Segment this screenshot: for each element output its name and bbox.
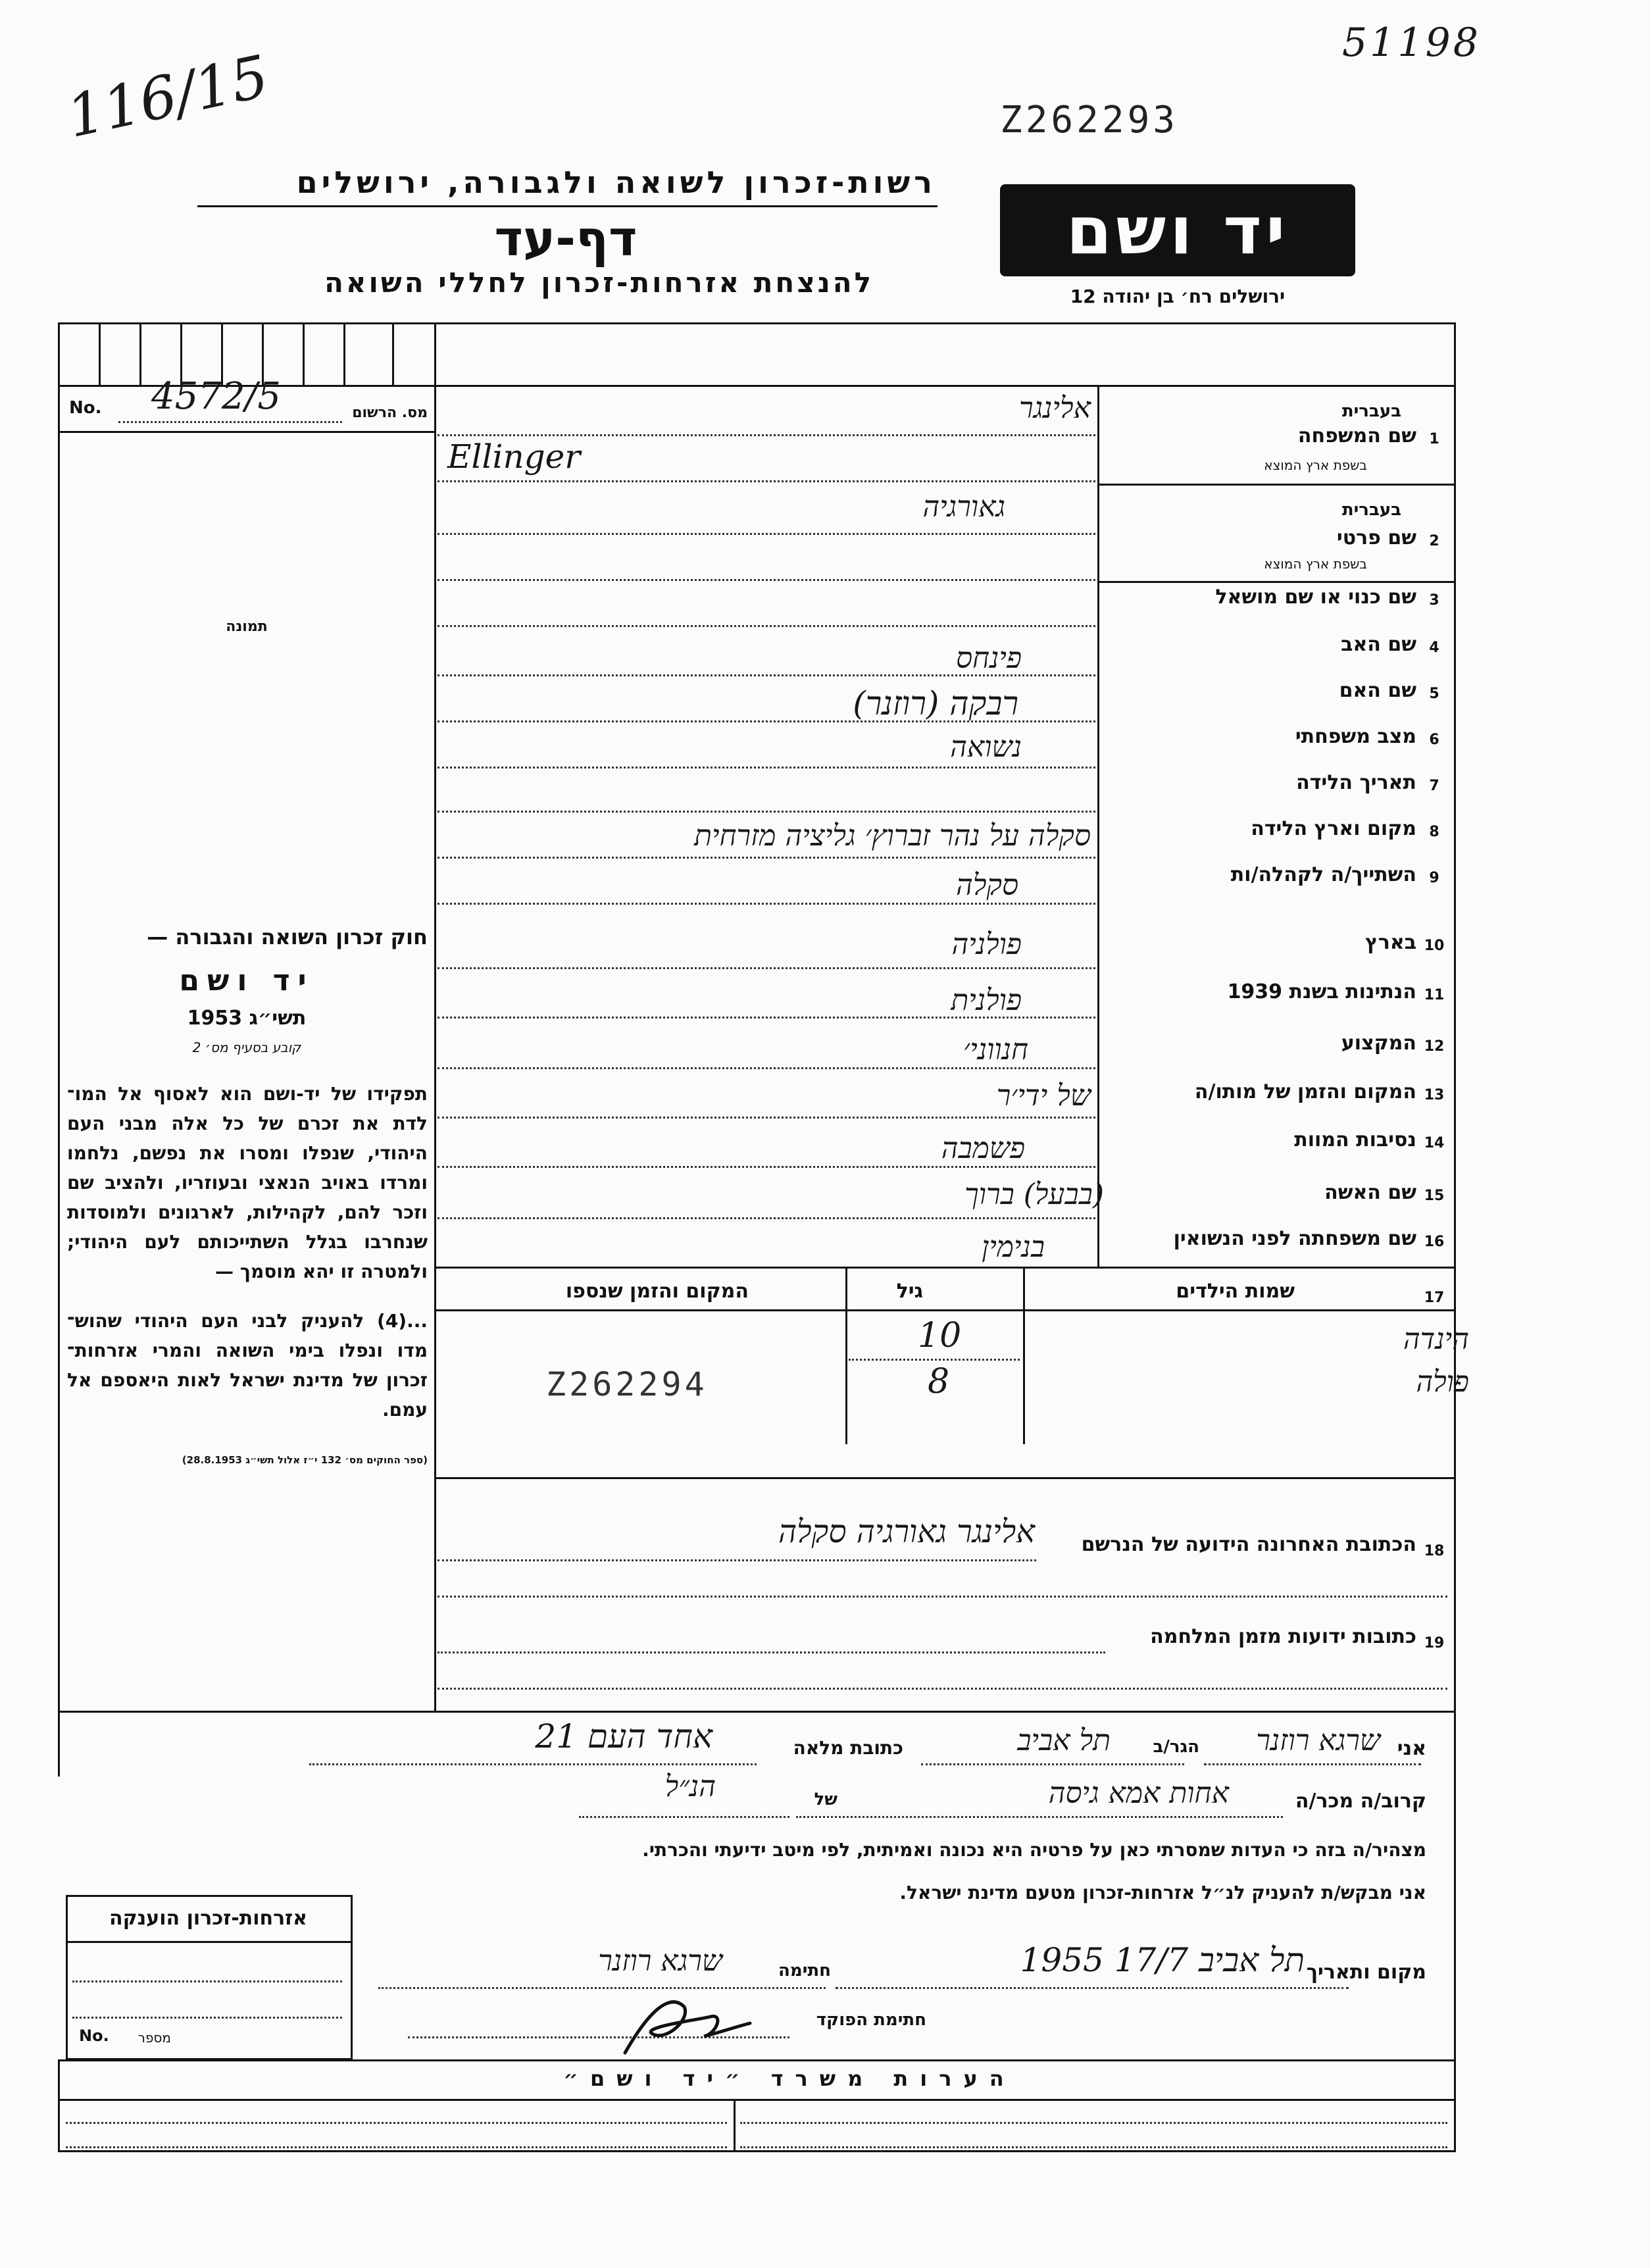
field-label-wife-name: שם האשה xyxy=(1324,1181,1416,1204)
form-subtitle: להנצחת אזרחות-זכרון לחללי השואה xyxy=(324,266,874,299)
field-number-3: 3 xyxy=(1429,592,1439,609)
frame-left xyxy=(58,322,60,1777)
institution-line: רשות-זכרון לשואה ולגבורה, ירושלים xyxy=(296,164,936,200)
field-line xyxy=(438,1067,1095,1069)
decl-resident-label: הגר/ב xyxy=(1153,1737,1199,1757)
frame-right xyxy=(1454,322,1456,2152)
law-title: חוק זכרון השואה והגבורה — xyxy=(147,924,428,949)
field-label-marital: מצב משפחתי xyxy=(1295,725,1416,748)
office-notes-divider xyxy=(734,2099,736,2152)
place-date-value: תל אביב 17/7 1955 xyxy=(1020,1941,1305,1979)
field-value-first-name: גאורגיה xyxy=(922,490,1005,524)
field-label-mother: שם האם xyxy=(1339,679,1416,702)
code-box-divider xyxy=(139,322,141,385)
field-value-mother: רבקה (רוזנר) xyxy=(853,684,1018,722)
handwritten-note: 116/15 xyxy=(61,41,274,151)
decl-address-label: כתובת מלאה xyxy=(793,1737,903,1759)
field-number-2: 2 xyxy=(1429,533,1439,549)
field-number-5: 5 xyxy=(1429,686,1439,702)
law-section: קובע בסעיף מס׳ 2 xyxy=(192,1040,301,1055)
field-line xyxy=(438,1651,1105,1653)
institution-underline xyxy=(197,205,938,207)
field-number-12: 12 xyxy=(1424,1038,1445,1055)
signature-value: שרגא רוזנר xyxy=(598,1944,722,1978)
field-label-surname: שם המשפחה xyxy=(1297,424,1416,447)
label-column-divider xyxy=(1097,385,1099,1267)
citizenship-number-label: מספר xyxy=(138,2030,171,2046)
field-line xyxy=(438,1117,1095,1119)
field-number-18: 18 xyxy=(1424,1543,1445,1559)
field-number-14: 14 xyxy=(1424,1135,1445,1151)
stamp-number: Z262293 xyxy=(1000,99,1179,141)
office-notes-left xyxy=(58,2059,60,2152)
field-rule xyxy=(1097,484,1456,486)
office-notes-header-rule xyxy=(58,2099,1456,2101)
registration-line xyxy=(118,421,342,423)
place-date-label: מקום ותאריך xyxy=(1306,1961,1426,1984)
citizenship-box-title: אזרחות-זכרון הוענקה xyxy=(109,1907,308,1930)
field-sub-hebrew-1: בעברית xyxy=(1341,401,1401,421)
field-line xyxy=(438,579,1095,581)
field-number-8: 8 xyxy=(1429,824,1439,840)
top-strip-divider xyxy=(434,322,436,1711)
field-line xyxy=(438,674,1095,676)
officer-signature-label: חתימת הפוקד xyxy=(816,2010,926,2030)
decl-line xyxy=(921,1763,1184,1765)
field-label-community: השתייך/ה לקהלה/ות xyxy=(1230,863,1416,886)
field-number-9: 9 xyxy=(1429,870,1439,886)
children-col-divider-1 xyxy=(845,1267,847,1444)
registration-no-prefix: No. xyxy=(69,398,102,418)
children-bottom xyxy=(434,1477,1456,1479)
field-line xyxy=(438,480,1095,482)
children-col-age: גיל xyxy=(896,1280,923,1303)
children-header-rule xyxy=(434,1309,1456,1311)
address-war-label: כתובות ידועות מזמן המלחמה xyxy=(1150,1625,1416,1648)
field-sub-hebrew-2: בעברית xyxy=(1341,500,1401,520)
field-label-death-place-time: המקום והזמן של מותו/ה xyxy=(1194,1080,1416,1103)
child-name-2: פולה xyxy=(1416,1365,1469,1399)
children-col-names: שמות הילדים xyxy=(1176,1280,1295,1303)
fields-bottom xyxy=(58,1711,1456,1713)
field-label-first-name: שם פרטי xyxy=(1336,526,1416,549)
code-box-divider xyxy=(99,322,101,385)
office-notes-title: הערות משרד ״יד ושם״ xyxy=(563,2066,1016,2091)
signature-label: חתימה xyxy=(778,1961,831,1980)
field-line xyxy=(438,767,1095,769)
photo-label: תמונה xyxy=(226,618,268,635)
field-value-community: סקלה xyxy=(956,869,1018,902)
field-line xyxy=(438,1688,1447,1690)
decl-i-value: שרגא רוזנר xyxy=(1256,1724,1380,1757)
field-label-birth-date: תאריך הלידה xyxy=(1296,771,1416,794)
field-number-7: 7 xyxy=(1429,778,1439,794)
frame-bottom xyxy=(58,2150,1456,2152)
office-notes-line xyxy=(66,2146,727,2148)
citizenship-number-prefix: No. xyxy=(79,2027,109,2045)
field-value-wife-name: (בבעל) ברוך xyxy=(964,1178,1104,1211)
field-line xyxy=(438,1559,1036,1561)
office-notes-line xyxy=(66,2122,727,2124)
field-line xyxy=(438,811,1095,813)
field-label-profession: המקצוע xyxy=(1341,1032,1416,1055)
fields-top xyxy=(434,385,1456,387)
field-line xyxy=(438,434,1095,436)
field-line xyxy=(438,720,1095,722)
child-age-1: 10 xyxy=(918,1316,962,1355)
decl-of-label: של xyxy=(814,1790,838,1809)
code-box-divider xyxy=(392,322,394,385)
logo-text: יד ושם xyxy=(1066,191,1289,269)
field-line xyxy=(438,857,1095,859)
field-number-10: 10 xyxy=(1424,938,1445,954)
field-line xyxy=(438,1166,1095,1168)
field-value-death-circumstances: פשמבה xyxy=(941,1132,1025,1165)
decl-statement-2: אני מבקש/ת להעניק לנ״ל אזרחות-זכרון מטעם מדינת ישראל. xyxy=(899,1882,1426,1903)
field-number-6: 6 xyxy=(1429,732,1439,748)
law-name: יד ושם xyxy=(179,964,314,997)
decl-i-label: אני xyxy=(1397,1737,1426,1760)
field-line xyxy=(438,903,1095,905)
field-number-16: 16 xyxy=(1424,1234,1445,1250)
field-label-birth-place: מקום וארץ הלידה xyxy=(1251,817,1416,840)
yad-vashem-logo xyxy=(1000,184,1355,276)
field-number-17: 17 xyxy=(1424,1290,1445,1306)
form-title: דף-עד xyxy=(494,211,638,267)
children-col-place: המקום והזמן שנספו xyxy=(565,1280,749,1303)
citizenship-line xyxy=(72,2017,342,2019)
field-label-father: שם האב xyxy=(1341,633,1416,656)
archive-number: 51198 xyxy=(1342,20,1481,66)
field-value-marital: נשואה xyxy=(950,730,1022,764)
field-line xyxy=(438,625,1095,627)
decl-line xyxy=(836,1987,1349,1989)
field-line xyxy=(438,1017,1095,1019)
decl-address-value: אחד העם 21 xyxy=(535,1717,712,1755)
field-label-nickname: שם כנוי או שם מושאל xyxy=(1215,586,1416,609)
code-box-divider xyxy=(343,322,345,385)
child-age-line xyxy=(849,1359,1020,1361)
field-value-surname: אלינגר xyxy=(1019,391,1091,425)
field-line xyxy=(438,1217,1095,1219)
field-sub-origin-1: בשפת ארץ המוצא xyxy=(1264,457,1367,473)
field-label-death-circumstances: נסיבות המוות xyxy=(1294,1128,1416,1151)
decl-line xyxy=(1204,1763,1421,1765)
field-label-country: בארץ xyxy=(1364,931,1416,954)
field-number-1: 1 xyxy=(1429,431,1439,447)
field-value-profession: חנווני׳ xyxy=(963,1033,1028,1067)
children-top xyxy=(434,1267,1456,1269)
field-value-death-place-time: של ידי׳ר xyxy=(996,1079,1091,1113)
field-line xyxy=(438,533,1095,535)
field-number-15: 15 xyxy=(1424,1188,1445,1204)
left-panel-rule xyxy=(58,431,436,433)
code-box-divider xyxy=(303,322,305,385)
decl-relative-label: קרוב/ה מכר/ה xyxy=(1295,1790,1426,1813)
children-col-divider-2 xyxy=(1023,1267,1025,1444)
frame-top xyxy=(58,322,1456,324)
field-number-13: 13 xyxy=(1424,1087,1445,1103)
citizenship-box-rule xyxy=(66,1941,353,1943)
law-footnote: (ספר החוקים מס׳ 132 י״ז אלול תשי״ג 28.8.1953) xyxy=(182,1454,428,1466)
office-notes-line xyxy=(740,2122,1447,2124)
field-rule xyxy=(1097,581,1456,583)
field-value-maiden-name: בנימין xyxy=(982,1230,1045,1264)
law-text-1: תפקידו של יד-ושם הוא לאסוף אל המו־ לדת את זכרם של כל אלה מבני העם היהודי, שנפלו ומסרו את נפשם, נלחמו ומרדו באויב הנאצי ובעוזריו, ולהציב שם וזכר להם, לקהילות, לארגונים ולמוסדות שנחרבו בגלל השתייכותם לעם היהודי; ולמטרה זו יהא מוסמך — xyxy=(67,1083,428,1282)
address-last-label: הכתובת האחרונה הידועה של הנרשם xyxy=(1081,1533,1416,1556)
field-label-citizenship-1939: הנתינות בשנת 1939 xyxy=(1227,980,1416,1003)
field-number-4: 4 xyxy=(1429,640,1439,656)
field-number-11: 11 xyxy=(1424,987,1445,1003)
field-number-19: 19 xyxy=(1424,1635,1445,1651)
registration-value: 4572/5 xyxy=(151,375,282,418)
decl-line xyxy=(579,1816,789,1818)
field-line xyxy=(438,1596,1447,1598)
field-value-surname-latin: Ellinger xyxy=(447,438,581,476)
address-last-value: אלינגר גאורגיה סקלה xyxy=(778,1513,1035,1550)
field-value-father: פינחס xyxy=(956,642,1022,675)
officer-signature-scribble xyxy=(612,1980,796,2066)
child-age-2: 8 xyxy=(928,1362,950,1401)
citizenship-line xyxy=(72,1980,342,1982)
law-year: תשי״ג 1953 xyxy=(187,1007,307,1030)
field-value-birth-place: סקלה על נהר זברוץ׳ גליציה מזרחית xyxy=(694,819,1091,853)
children-stamp-number: Z262294 xyxy=(546,1365,708,1403)
field-value-country: פולניה xyxy=(951,928,1022,961)
decl-resident-value: תל אביב xyxy=(1017,1724,1111,1757)
decl-line xyxy=(309,1763,757,1765)
field-label-maiden-name: שם משפחתה לפני הנשואין xyxy=(1173,1227,1416,1250)
logo-address: ירושלים רח׳ בן יהודה 12 xyxy=(1070,286,1286,307)
field-value-citizenship-1939: פולנית xyxy=(951,984,1022,1017)
decl-line xyxy=(796,1816,1283,1818)
field-line xyxy=(438,967,1095,969)
decl-statement-1: מצהיר/ה בזה כי העדות שמסרתי כאן על פרטיה היא נכונה ואמיתית, לפי מיטב ידיעתי והכרתי. xyxy=(642,1839,1426,1861)
registration-label: מס. הרשום xyxy=(352,405,428,421)
office-notes-line xyxy=(740,2146,1447,2148)
decl-of-value: הנ״ל xyxy=(664,1770,716,1803)
decl-relative-value: אחות אמא גיסה xyxy=(1048,1777,1229,1810)
law-text-2: ...(4) להעניק לבני העם היהודי שהוש־ מדו ונפלו בימי השואה והמרי אזרחות־ זכרון של מדינת ישראל לאות היאספם אל עמם. xyxy=(67,1310,428,1421)
office-notes-top xyxy=(58,2059,1456,2061)
field-sub-origin-2: בשפת ארץ המוצא xyxy=(1264,556,1367,572)
child-name-1: הינדה xyxy=(1403,1323,1469,1356)
